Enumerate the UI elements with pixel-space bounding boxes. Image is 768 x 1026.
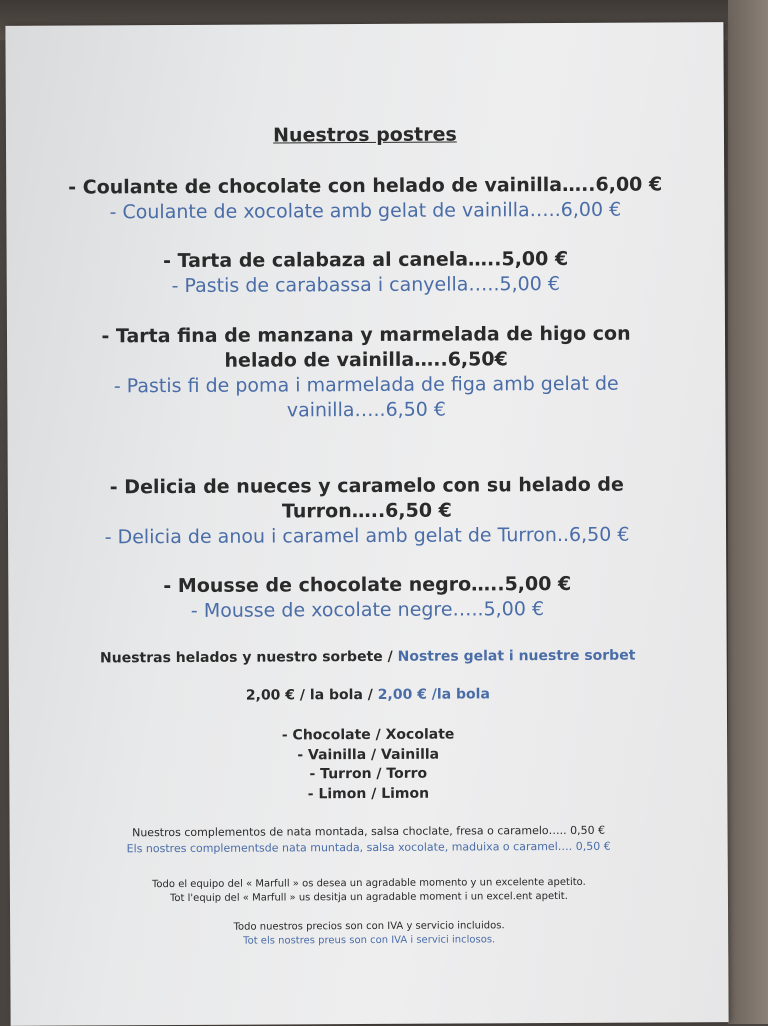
dessert-name-es-line2: Turron…..6,50 € <box>281 499 452 523</box>
flavor-item: - Chocolate / Xocolate <box>281 726 455 744</box>
dessert-item <box>8 571 726 625</box>
dessert-item <box>6 172 724 226</box>
sorbet-price-es: 2,00 € / la bola / <box>245 686 373 704</box>
dessert-name-es-line1: - Tarta fina de manzana y marmelada de higo con <box>101 322 631 348</box>
flavor-item: - Limon / Limon <box>307 785 430 802</box>
flavor-item: - Vainilla / Vainilla <box>297 746 440 763</box>
sorbet-heading-es: Nuestras helados y nuestro sorbete / <box>99 648 393 667</box>
table-surface-right <box>728 0 768 1024</box>
menu-sheet <box>5 22 728 1026</box>
menu-title: Nuestros postres <box>273 123 457 147</box>
sorbet-heading <box>9 647 727 667</box>
dessert-name-es-line1: - Delicia de nueces y caramelo con su helado de <box>109 473 624 499</box>
sorbet-price-ca: 2,00 € /la bola <box>377 686 490 703</box>
dessert-name-ca: - Pastis de carabassa i canyella…..5,00 € <box>171 272 560 298</box>
dessert-name-es: - Mousse de chocolate negro…..5,00 € <box>163 572 572 598</box>
sorbet-price <box>9 685 727 705</box>
complements-ca: Els nostres complementsde nata muntada, salsa xocolate, maduixa o caramel…. 0,50 € <box>126 839 611 856</box>
dessert-name-ca: - Delicia de anou i caramel amb gelat de Turron..6,50 € <box>104 523 630 549</box>
menu-content <box>5 22 728 1026</box>
dessert-name-ca-line2: vainilla…..6,50 € <box>286 398 447 422</box>
tax-note-es: Todo nuestros precios son con IVA y servicio incluidos. <box>233 920 505 933</box>
sorbet-heading-ca: Nostres gelat i nuestre sorbet <box>397 647 636 665</box>
tax-note-ca: Tot els nostres preus son con IVA i servici inclosos. <box>243 934 496 947</box>
dessert-name-es-line2: helado de vainilla…..6,50€ <box>224 348 508 372</box>
flavor-item: - Turron / Torro <box>309 765 428 783</box>
dessert-name-es: - Coulante de chocolate con helado de vainilla…..6,00 € <box>68 173 663 199</box>
dessert-item <box>8 472 726 551</box>
dessert-name-ca: - Mousse de xocolate negre…..5,00 € <box>190 598 545 622</box>
dessert-item <box>7 321 726 425</box>
farewell-ca: Tot l'equip del « Marfull » us desitja un agradable moment i un excel.ent apetit. <box>169 890 568 905</box>
dessert-item <box>7 246 725 300</box>
dessert-name-ca-line1: - Pastis fi de poma i marmelada de figa amb gelat de <box>113 372 619 398</box>
dessert-name-ca: - Coulante de xocolate amb gelat de vainilla…..6,00 € <box>109 198 622 224</box>
flavor-list <box>9 724 727 806</box>
dessert-name-es: - Tarta de calabaza al canela…..5,00 € <box>163 247 569 273</box>
farewell-es: Todo el equipo del « Marfull » os desea un agradable momento y un excelente apetito. <box>151 876 586 891</box>
complements-es: Nuestros complementos de nata montada, salsa choclate, fresa o caramelo….. 0,50 € <box>132 823 606 840</box>
